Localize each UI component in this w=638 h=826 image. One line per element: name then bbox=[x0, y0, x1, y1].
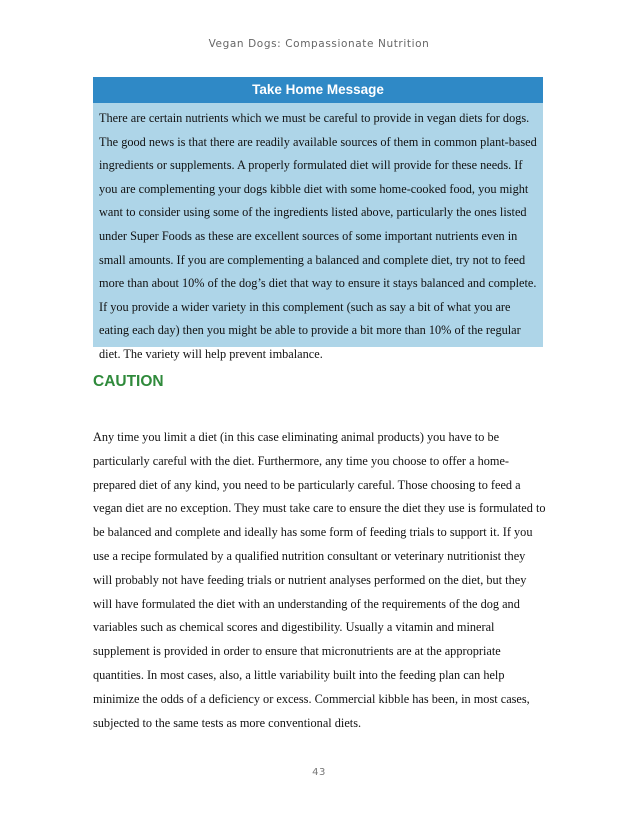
page-number: 43 bbox=[312, 767, 326, 778]
section-body-paragraph: Any time you limit a diet (in this case eliminating animal products) you have to be particularly careful with the diet. Furthermore, any time you choose to offer a home-prepared diet of any kind, you need to be particularly careful. Those choosing to feed a vegan diet are no exception. They must take care to ensure the diet they use is formulated to be balanced and complete and ideally has some form of feeding trials to support it. If you use a recipe formulated by a qualified nutrition consultant or veterinary nutritionist they will probably not have feeding trials or nutrient analyses performed on the diet, but they will have formulated the diet with an understanding of the requirements of the dog and variables such as chemical scores and digestibility. Usually a vitamin and mineral supplement is provided in order to ensure that micronutrients are at the appropriate quantities. In most cases, also, a little variability built into the feeding plan can help minimize the odds of a deficiency or excess. Commercial kibble has been, in most cases, subjected to the same tests as more conventional diets. bbox=[93, 430, 546, 730]
callout-title: Take Home Message bbox=[93, 77, 543, 103]
section-heading-caution: CAUTION bbox=[93, 373, 164, 390]
take-home-message-box bbox=[93, 77, 543, 361]
callout-body: There are certain nutrients which we must be careful to provide in vegan diets for dogs. The good news is that there are readily available sources of them in common plant-based ingredients or supplements. A properly formulated diet will provide for these needs. If you are complementing your dogs kibble diet with some home-cooked food, you might want to consider using some of the ingredients listed above, particularly the ones listed under Super Foods as these are excellent sources of some important nutrients even in small amounts. If you are complementing a balanced and complete diet, try not to feed more than about 10% of the dog’s diet that way to ensure it stays balanced and complete. If you provide a wider variety in this complement (such as say a bit of what you are eating each day) then you might be able to provide a bit more than 10% of the regular diet. The variety will help prevent imbalance. bbox=[99, 111, 537, 361]
running-header: Vegan Dogs: Compassionate Nutrition bbox=[208, 38, 430, 50]
